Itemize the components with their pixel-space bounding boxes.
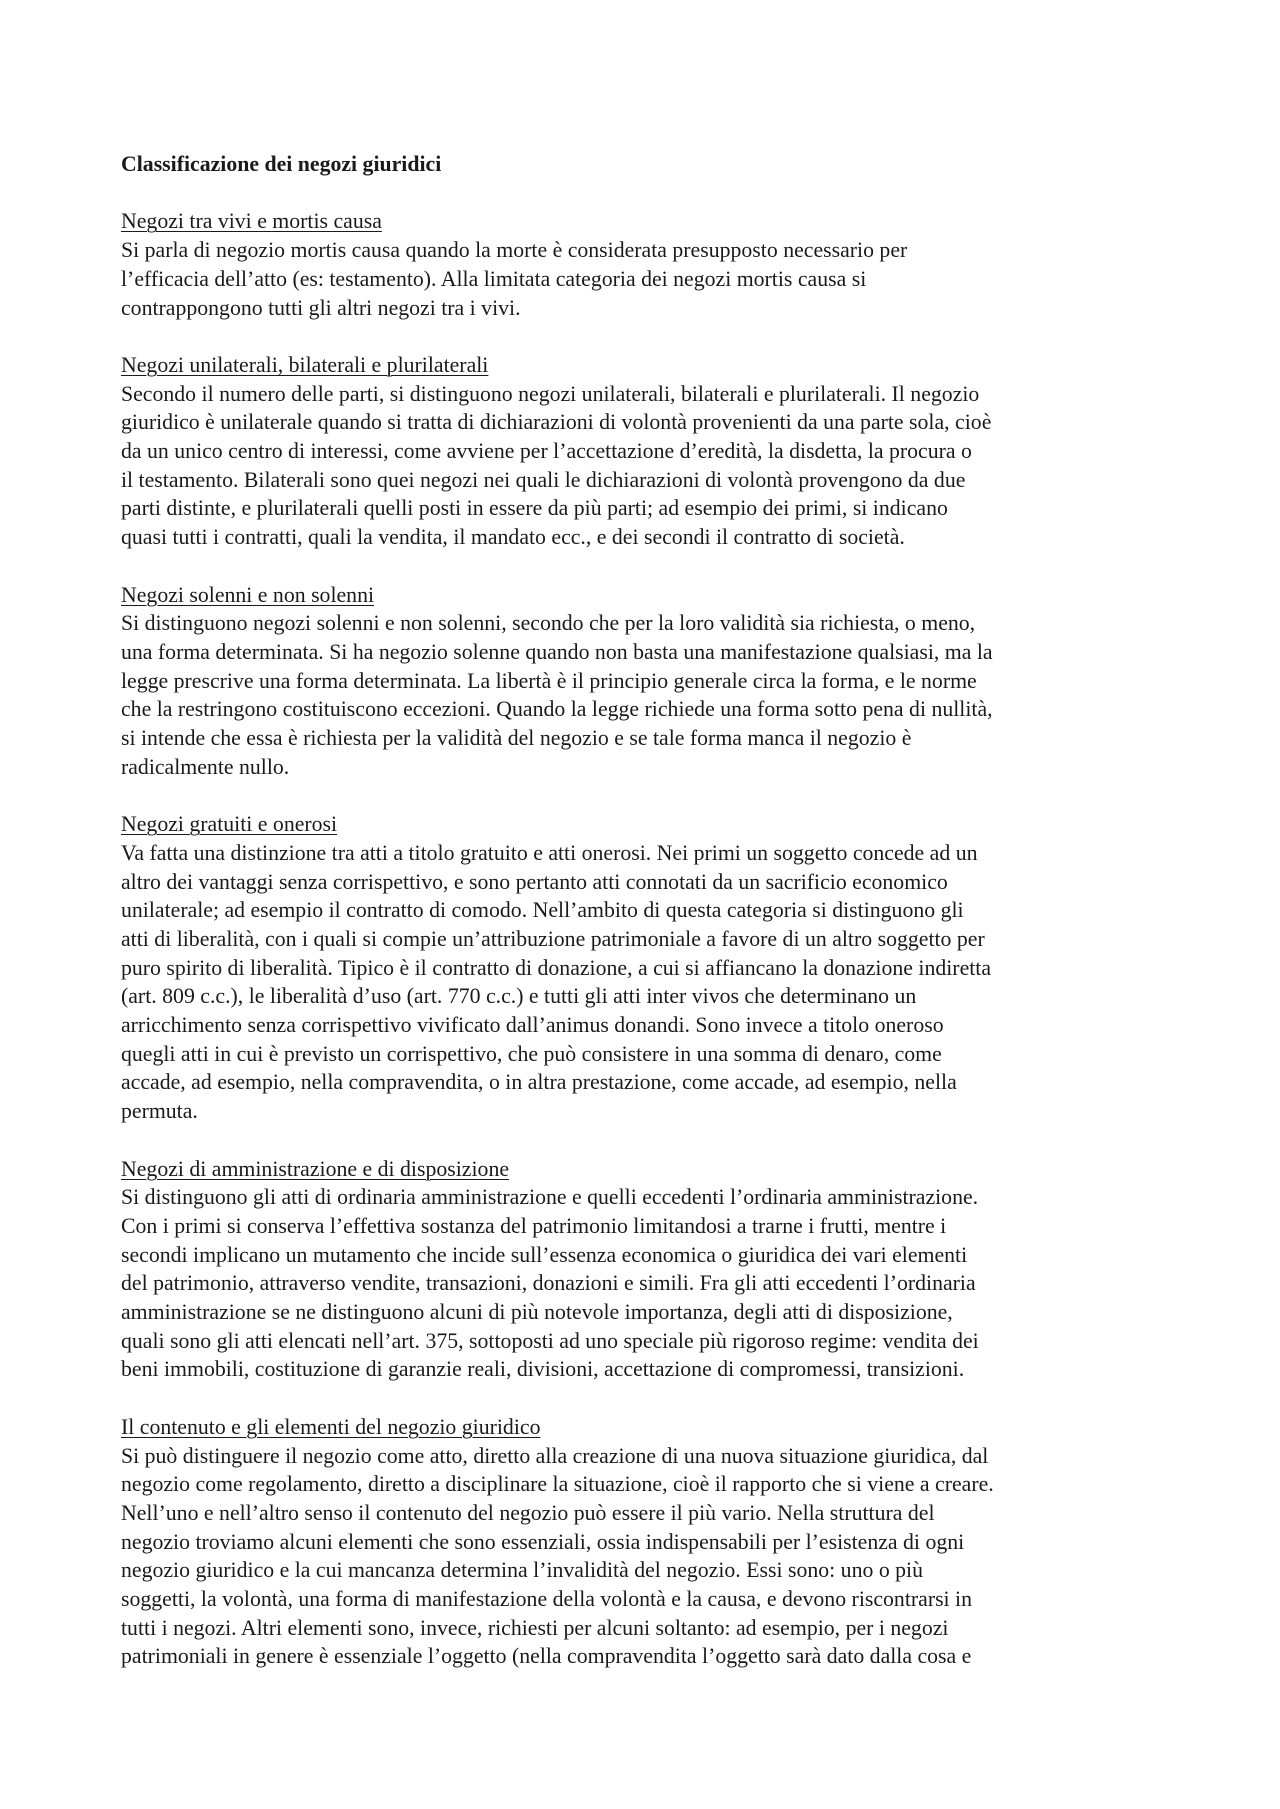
body-line: del patrimonio, attraverso vendite, transazioni, donazioni e simili. Fra gli atti eccedenti l’ordinaria [121,1271,976,1296]
body-line: atti di liberalità, con i quali si compie un’attribuzione patrimoniale a favore di un altro soggetto per [121,926,985,951]
section-heading: Negozi gratuiti e onerosi [121,812,338,837]
body-line: il testamento. Bilaterali sono quei negozi nei quali le dichiarazioni di volontà provengono da due [121,467,966,492]
body-line: patrimoniali in genere è essenziale l’oggetto (nella compravendita l’oggetto sarà dato dalla cosa e [121,1644,972,1669]
section-heading: Negozi solenni e non solenni [121,582,375,607]
body-line: Si distinguono gli atti di ordinaria amministrazione e quelli eccedenti l’ordinaria amministrazione. [121,1185,979,1210]
section [121,1413,1171,1671]
document-page [121,150,1171,1700]
section [121,810,1171,1126]
document-title: Classificazione dei negozi giuridici [121,152,442,176]
body-line: tutti i negozi. Altri elementi sono, invece, richiesti per alcuni soltanto: ad esempio, per i negozi [121,1615,949,1640]
section-body [121,609,1171,781]
body-line: secondi implicano un mutamento che incide sull’essenza economica o giuridica dei vari elementi [121,1242,968,1267]
section [121,1155,1171,1385]
body-line: quali sono gli atti elencati nell’art. 375, sottoposti ad uno speciale più rigoroso regime: vendita dei [121,1328,979,1353]
body-line: contrappongono tutti gli altri negozi tra i vivi. [121,295,521,320]
body-line: negozio giuridico e la cui mancanza determina l’invalidità del negozio. Essi sono: uno o più [121,1558,924,1583]
body-line: permuta. [121,1099,198,1124]
section-body [121,1183,1171,1384]
section-body [121,380,1171,552]
section [121,207,1171,322]
sections-container [121,207,1171,1671]
section [121,581,1171,782]
body-line: Si parla di negozio mortis causa quando la morte è considerata presupposto necessario per [121,238,908,263]
body-line: amministrazione se ne distinguono alcuni di più notevole importanza, degli atti di disposizione, [121,1300,953,1325]
section-body [121,839,1171,1126]
body-line: altro dei vantaggi senza corrispettivo, e sono pertanto atti connotati da un sacrificio economico [121,869,948,894]
body-line: giuridico è unilaterale quando si tratta di dichiarazioni di volontà provenienti da una parte sola, cioè [121,410,992,435]
section-heading: Negozi tra vivi e mortis causa [121,209,382,234]
body-line: negozio come regolamento, diretto a disciplinare la situazione, cioè il rapporto che si viene a creare. [121,1472,994,1497]
body-line: quasi tutti i contratti, quali la vendita, il mandato ecc., e dei secondi il contratto di società. [121,525,905,550]
body-line: parti distinte, e plurilaterali quelli posti in essere da più parti; ad esempio dei primi, si indicano [121,496,948,521]
body-line: Nell’uno e nell’altro senso il contenuto del negozio può essere il più vario. Nella struttura del [121,1500,935,1525]
body-line: da un unico centro di interessi, come avviene per l’accettazione d’eredità, la disdetta, la procura o [121,439,972,463]
section-body [121,236,1171,322]
body-line: unilaterale; ad esempio il contratto di comodo. Nell’ambito di questa categoria si distinguono gli [121,898,964,923]
section-heading: Il contenuto e gli elementi del negozio giuridico [121,1414,541,1439]
body-line: quegli atti in cui è previsto un corrispettivo, che può consistere in una somma di denaro, come [121,1041,942,1066]
body-line: una forma determinata. Si ha negozio solenne quando non basta una manifestazione qualsiasi, ma la [121,639,993,664]
body-line: Si distinguono negozi solenni e non solenni, secondo che per la loro validità sia richiesta, o meno, [121,611,976,636]
body-line: Con i primi si conserva l’effettiva sostanza del patrimonio limitandosi a trarne i frutti, mentre i [121,1213,947,1238]
section-heading: Negozi di amministrazione e di disposizione [121,1156,510,1181]
body-line: accade, ad esempio, nella compravendita, o in altra prestazione, come accade, ad esempio, nella [121,1070,957,1095]
body-line: si intende che essa è richiesta per la validità del negozio e se tale forma manca il negozio è [121,726,912,751]
body-line: radicalmente nullo. [121,754,290,779]
body-line: legge prescrive una forma determinata. La libertà è il principio generale circa la forma, e le norme [121,668,977,693]
body-line: negozio troviamo alcuni elementi che sono essenziali, ossia indispensabili per l’esistenza di ogni [121,1529,965,1554]
body-line: soggetti, la volontà, una forma di manifestazione della volontà e la causa, e devono riscontrarsi in [121,1587,973,1612]
body-line: Si può distinguere il negozio come atto, diretto alla creazione di una nuova situazione giuridica, dal [121,1443,989,1468]
body-line: l’efficacia dell’atto (es: testamento). Alla limitata categoria dei negozi mortis causa si [121,266,867,291]
section-heading: Negozi unilaterali, bilaterali e plurilaterali [121,352,489,377]
body-line: Va fatta una distinzione tra atti a titolo gratuito e atti onerosi. Nei primi un soggetto concede ad un [121,840,978,865]
body-line: che la restringono costituiscono eccezioni. Quando la legge richiede una forma sotto pena di nullità, [121,697,993,722]
body-line: arricchimento senza corrispettivo vivificato dall’animus donandi. Sono invece a titolo oneroso [121,1013,944,1038]
body-line: (art. 809 c.c.), le liberalità d’uso (art. 770 c.c.) e tutti gli atti inter vivos che determinano un [121,984,917,1009]
section-body [121,1442,1171,1672]
section [121,351,1171,552]
body-line: Secondo il numero delle parti, si distinguono negozi unilaterali, bilaterali e plurilaterali. Il negozio [121,381,980,406]
body-line: puro spirito di liberalità. Tipico è il contratto di donazione, a cui si affiancano la donazione indiretta [121,955,992,980]
body-line: beni immobili, costituzione di garanzie reali, divisioni, accettazione di compromessi, transizioni. [121,1357,965,1382]
